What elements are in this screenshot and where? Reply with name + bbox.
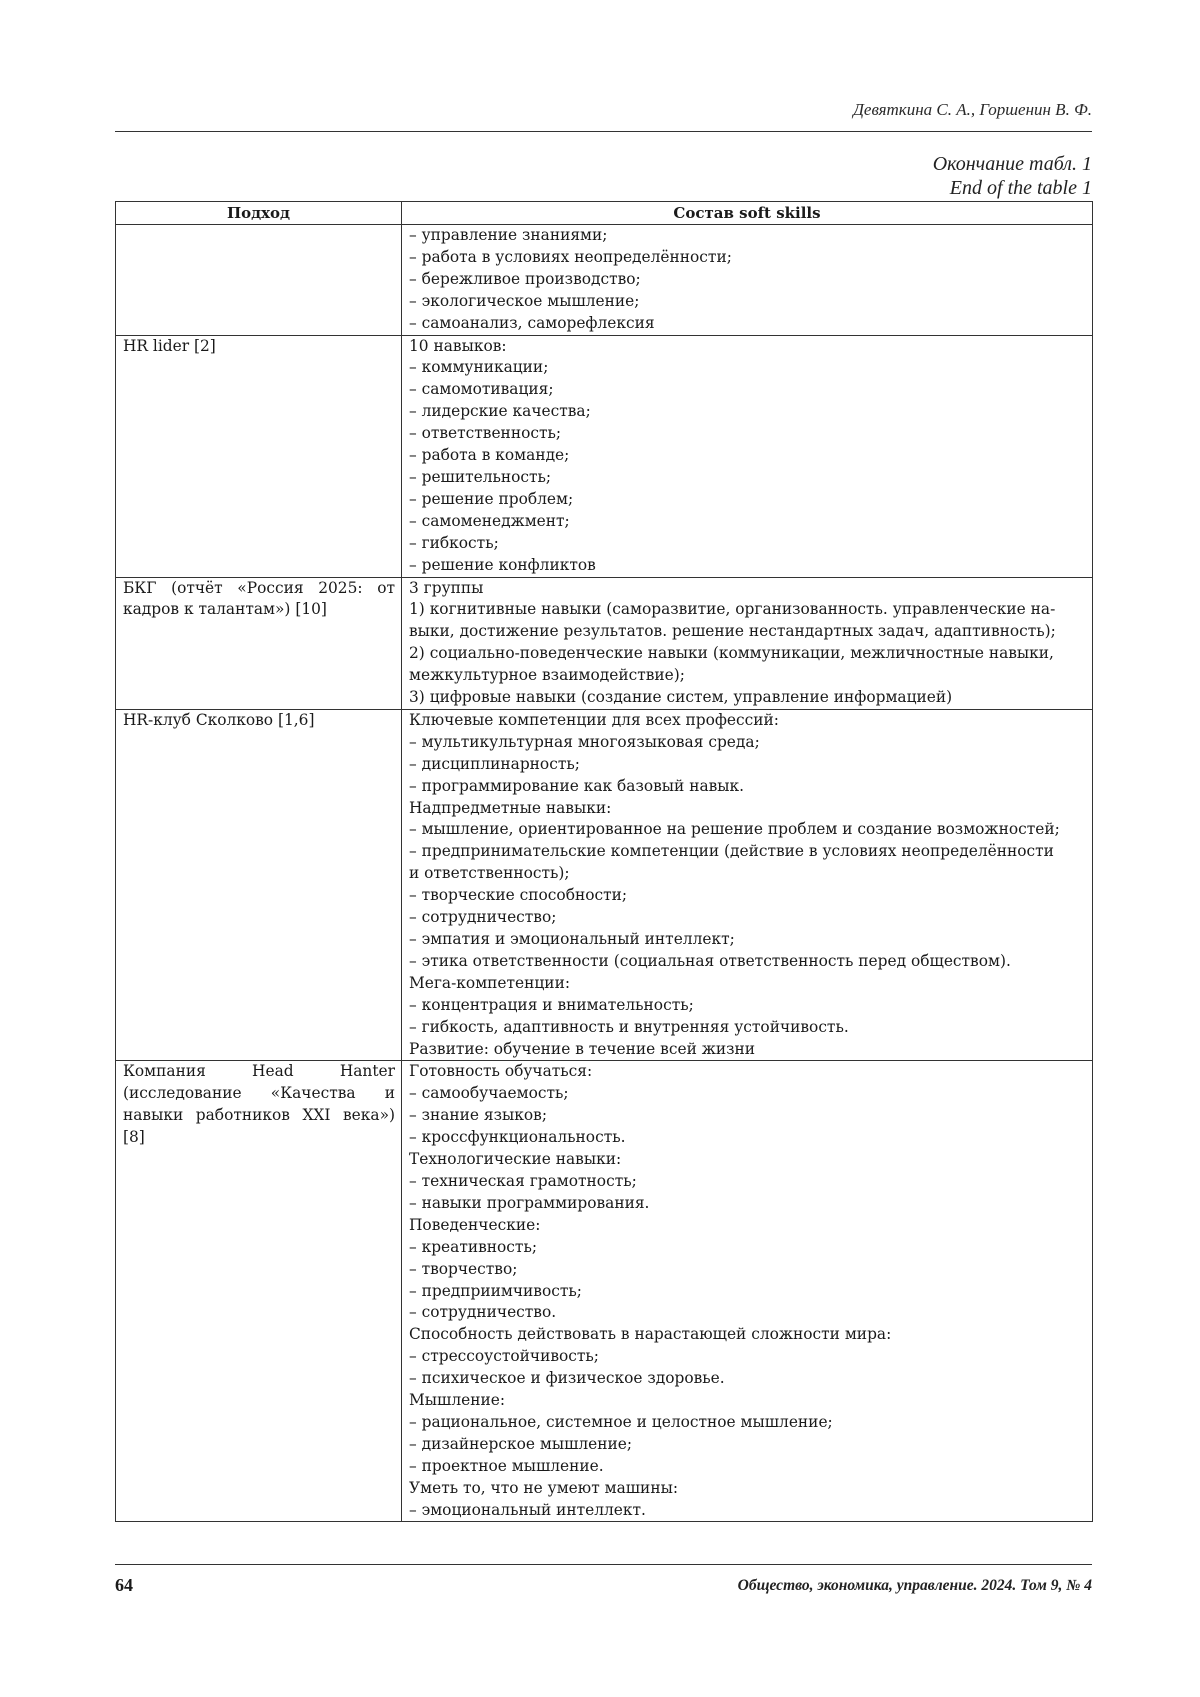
skill-line: Способность действовать в нарастающей сложности мира: xyxy=(409,1325,892,1344)
table-body xyxy=(116,225,1093,1522)
approach-cell xyxy=(116,709,402,1061)
approach-text: HR lider [2] xyxy=(123,336,216,355)
skill-line: – ответственность; xyxy=(409,424,562,443)
skills-cell xyxy=(402,1061,1093,1522)
skill-line: – управление знаниями; xyxy=(409,226,608,244)
skill-line: межкультурное взаимодействие); xyxy=(409,666,685,685)
skill-line: – самоанализ, саморефлексия xyxy=(409,313,655,332)
skills-cell xyxy=(402,335,1093,577)
skill-line: – проектное мышление. xyxy=(409,1456,604,1475)
skill-line: – рациональное, системное и целостное мышление; xyxy=(409,1412,833,1431)
skill-line: – кроссфункциональность. xyxy=(409,1128,626,1147)
skill-line: – мышление, ориентированное на решение проблем и создание возможностей; xyxy=(409,820,1060,839)
skill-line: – творчество; xyxy=(409,1259,518,1278)
skill-line: – техническая грамотность; xyxy=(409,1171,637,1190)
skill-line: – знание языков; xyxy=(409,1106,548,1125)
skill-line: Надпредметные навыки: xyxy=(409,798,612,817)
skill-line: – программирование как базовый навык. xyxy=(409,776,745,795)
table-header-row xyxy=(116,202,1093,225)
skill-line: – сотрудничество; xyxy=(409,908,557,927)
skill-line: – креативность; xyxy=(409,1237,538,1256)
skill-line: Мега-компетенции: xyxy=(409,973,571,992)
skills-cell xyxy=(402,709,1093,1061)
skill-line: – экологическое мышление; xyxy=(409,291,640,310)
approach-cell xyxy=(116,1061,402,1522)
approach-cell xyxy=(116,577,402,709)
skill-line: – творческие способности; xyxy=(409,886,628,905)
skill-line: Ключевые компетенции для всех профессий: xyxy=(409,710,779,729)
table-caption-ru: Окончание табл. 1 xyxy=(932,153,1092,175)
table-row xyxy=(116,577,1093,709)
skill-line: Поведенческие: xyxy=(409,1215,541,1234)
skill-line: – гибкость; xyxy=(409,533,499,552)
skill-line: 10 навыков: xyxy=(409,336,507,355)
approach-text: БКГ (отчёт «Россия 2025: от кадров к талантам») [10] xyxy=(123,578,395,619)
skills-cell xyxy=(402,225,1093,336)
skill-line: – предприимчивость; xyxy=(409,1281,582,1300)
column-header-approach: Подход xyxy=(116,202,402,225)
table-caption-en: End of the table 1 xyxy=(949,177,1092,199)
approach-text: Компания Head Hanter (исследование «Качества и навыки работников XXI века») [8] xyxy=(123,1062,395,1147)
skill-line: – самомотивация; xyxy=(409,380,554,399)
table-row xyxy=(116,1061,1093,1522)
skills-cell xyxy=(402,577,1093,709)
skill-line: – самообучаемость; xyxy=(409,1084,569,1103)
soft-skills-table xyxy=(115,201,1093,1522)
skill-line: – лидерские качества; xyxy=(409,402,591,421)
approach-cell xyxy=(116,335,402,577)
skill-line: Уметь то, что не умеют машины: xyxy=(409,1478,679,1497)
table-row xyxy=(116,709,1093,1061)
skill-line: 1) когнитивные навыки (саморазвитие, организованность. управленческие на- xyxy=(409,600,1056,619)
column-header-skills: Состав soft skills xyxy=(402,202,1093,225)
skill-line: – дисциплинарность; xyxy=(409,754,580,773)
journal-title: Общество, экономика, управление. 2024. Том 9, № 4 xyxy=(737,1577,1092,1594)
approach-text: HR-клуб Сколково [1,6] xyxy=(123,710,315,729)
skill-line: – работа в условиях неопределённости; xyxy=(409,247,732,266)
table-caption xyxy=(933,152,1092,200)
skill-line: – навыки программирования. xyxy=(409,1193,650,1212)
skill-line: – дизайнерское мышление; xyxy=(409,1434,633,1453)
skill-line: 3 группы xyxy=(409,578,484,597)
skill-line: Мышление: xyxy=(409,1391,506,1410)
skill-line: – сотрудничество. xyxy=(409,1303,557,1322)
table-row xyxy=(116,225,1093,336)
skill-line: – решительность; xyxy=(409,467,552,486)
skill-line: Развитие: обучение в течение всей жизни xyxy=(409,1039,756,1058)
skill-line: – психическое и физическое здоровье. xyxy=(409,1369,725,1388)
skill-line: – предпринимательские компетенции (действие в условиях неопределённости xyxy=(409,842,1054,861)
header-rule xyxy=(115,131,1092,132)
skill-line: Технологические навыки: xyxy=(409,1150,622,1169)
skill-line: Готовность обучаться: xyxy=(409,1062,593,1081)
approach-cell xyxy=(116,225,402,336)
skill-line: – эмпатия и эмоциональный интеллект; xyxy=(409,930,735,948)
skill-line: 3) цифровые навыки (создание систем, управление информацией) xyxy=(409,688,953,707)
skill-line: – этика ответственности (социальная ответственность перед обществом). xyxy=(409,951,1011,970)
page-number: 64 xyxy=(115,1575,133,1595)
skill-line: – гибкость, адаптивность и внутренняя устойчивость. xyxy=(409,1017,849,1036)
skill-line: – эмоциональный интеллект. xyxy=(409,1500,646,1519)
skill-line: – стрессоустойчивость; xyxy=(409,1347,599,1366)
skill-line: выки, достижение результатов. решение нестандартных задач, адаптивность); xyxy=(409,622,1056,641)
skill-line: – самоменеджмент; xyxy=(409,511,570,530)
skill-line: – коммуникации; xyxy=(409,358,549,377)
footer-rule xyxy=(115,1564,1092,1565)
skill-line: – концентрация и внимательность; xyxy=(409,995,694,1014)
table-row xyxy=(116,335,1093,577)
skill-line: – решение конфликтов xyxy=(409,555,596,574)
skill-line: – бережливое производство; xyxy=(409,269,641,288)
skill-line: – работа в команде; xyxy=(409,446,570,465)
skill-line: 2) социально-поведенческие навыки (коммуникации, межличностные навыки, xyxy=(409,644,1054,663)
skill-line: – решение проблем; xyxy=(409,489,574,508)
running-head-authors: Девяткина С. А., Горшенин В. Ф. xyxy=(853,100,1092,119)
skill-line: и ответственность); xyxy=(409,864,570,883)
skill-line: – мультикультурная многоязыковая среда; xyxy=(409,732,760,751)
